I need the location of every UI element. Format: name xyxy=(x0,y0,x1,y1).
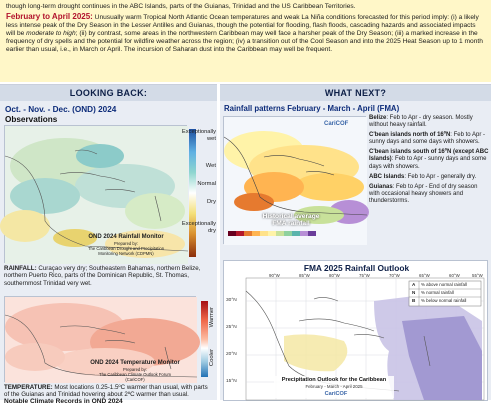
note-belize xyxy=(369,115,489,129)
outlook-summary xyxy=(6,13,485,54)
lon-55w: 55°W xyxy=(472,273,483,278)
lon-60w: 60°W xyxy=(449,273,460,278)
note-south-16 xyxy=(369,149,489,170)
fma-map-caption xyxy=(256,213,326,228)
outlook-logo: CariCOF xyxy=(324,391,348,397)
fma-map-caption-1: Historical average xyxy=(262,213,320,220)
lat-25n: 25°N xyxy=(226,325,237,330)
fma-patterns-title: Rainfall patterns February - March - April (FMA) xyxy=(224,104,400,113)
legend-wet: Wet xyxy=(205,163,216,169)
what-next-banner: WHAT NEXT? xyxy=(220,85,491,101)
looking-back-banner: LOOKING BACK: xyxy=(0,85,217,101)
rainfall-summary-text: Curaçao very dry; Southeastern Bahamas, northern Belize, northern Puerto Rico, parts of the Dominican Republic, St. Thomas, southernmost Trinidad very wet. xyxy=(4,265,201,287)
outlook-summary-text-2: ; (ii) by contrast, some areas in the northwestern Caribbean may well face a harsher peak of the Dry Season; (iii) a marked increase in the frequency of dry spells and the potential for wildfire weather across the region; (iv) a transition out of the Cool Season and into the 2025 Heat Season up to 1 month earlier than usual, i.e., in March or April. The incursion of Saharan dust into the Caribbean may well be frequent. xyxy=(6,30,483,54)
fma-climatology-map xyxy=(223,116,366,244)
note-south-16-name: C'bean islands south of 16ºN (except ABC Islands) xyxy=(369,149,489,163)
lat-20n: 20°N xyxy=(226,352,237,357)
outlook-legend-b-code: B xyxy=(412,298,416,303)
fma-2025-outlook-map xyxy=(223,260,488,401)
temperature-map-caption-title: OND 2024 Temperature Monitor xyxy=(90,360,180,366)
outlook-inner-subtitle: February - March - April 2025 xyxy=(305,384,363,389)
lon-90w: 90°W xyxy=(269,273,280,278)
lon-85w: 85°W xyxy=(299,273,310,278)
lon-80w: 80°W xyxy=(329,273,340,278)
fma-map-logo: CariCOF xyxy=(324,121,349,127)
note-abc-text: : Feb to Apr - generally dry. xyxy=(404,173,477,180)
rainfall-legend-bar xyxy=(189,129,196,257)
outlook-title: FMA 2025 Rainfall Outlook xyxy=(303,263,410,273)
legend-cooler: Cooler xyxy=(209,349,215,367)
regional-notes xyxy=(369,115,489,208)
summary-band xyxy=(0,0,491,82)
note-north-16-name: C'bean islands north of 16ºN xyxy=(369,132,451,139)
rainfall-summary-label: RAINFALL: xyxy=(4,265,37,272)
legend-exc-wet: Exceptionally wet xyxy=(181,129,216,142)
note-abc-name: ABC Islands xyxy=(369,173,405,180)
lat-30n: 30°N xyxy=(226,298,237,303)
summary-intro: though long-term drought continues in the ABC Islands, parts of the Guianas, Trinidad and the US Caribbean Territories. xyxy=(6,3,356,10)
legend-exc-dry: Exceptionally dry xyxy=(181,221,216,234)
temperature-summary xyxy=(4,384,213,399)
rainfall-map-caption xyxy=(71,234,181,240)
note-guianas-text: : Feb to Apr - End of dry season with occasional heavy showers and thunderstorms. xyxy=(369,183,478,204)
note-abc xyxy=(369,174,489,181)
outlook-legend-n-code: N xyxy=(412,290,416,295)
note-belize-text: : Feb to Apr - dry season. Mostly without heavy rainfall. xyxy=(369,115,473,129)
outlook-inner-title: Precipitation Outlook for the Caribbean xyxy=(281,377,387,383)
note-belize-name: Belize xyxy=(369,115,387,121)
lat-15n: 15°N xyxy=(226,379,237,384)
legend-warmer: Warmer xyxy=(209,307,215,328)
rainfall-map-caption-title: OND 2024 Rainfall Monitor xyxy=(88,234,164,240)
outlook-legend-a-code: A xyxy=(412,282,416,287)
temperature-summary-text: Most locations 0.25-1.5ºC warmer than usual, with parts of the Guianas and Trinidad hovering about 2ºC warmer than usual. xyxy=(4,384,208,399)
note-north-16 xyxy=(369,132,489,146)
lon-65w: 65°W xyxy=(419,273,430,278)
note-guianas-name: Guianas xyxy=(369,183,393,190)
temperature-summary-label: TEMPERATURE: xyxy=(4,384,53,391)
what-next-panel xyxy=(220,84,491,400)
fma-map-caption-2: FMA rainfall xyxy=(272,220,310,228)
outlook-summary-title: February to April 2025: xyxy=(6,12,93,22)
outlook-legend-a-label: % above normal rainfall xyxy=(421,282,467,287)
rainfall-monitor-map xyxy=(4,125,187,263)
note-north-16-text: : Feb to Apr - sunny days and some days with showers. xyxy=(369,132,485,146)
legend-normal: Normal xyxy=(197,181,216,187)
temperature-map-credit: Prepared by: The Caribbean Climate Outlook Forum (CariCOF) xyxy=(99,367,171,382)
note-guianas xyxy=(369,184,489,205)
temperature-map-caption xyxy=(75,360,195,366)
looking-back-panel xyxy=(0,84,217,405)
rainfall-map-credit: Prepared by: The Caribbean Drought and Precipitation Monitoring Network (CDPMN) xyxy=(87,241,165,256)
notable-records-heading: Notable Climate Records in OND 2024 xyxy=(4,398,123,405)
note-south-16-text: : Feb to Apr - sunny days and some days with showers. xyxy=(369,156,487,170)
outlook-summary-text-1: Unusually warm Tropical North Atlantic Ocean temperatures and weak La Niña conditions forecasted for this period imply: (i) a likely less intense peak of the Dry Season in the Lesser Antilles and Guianas, though the potential for flooding, flash floods, cascading hazards and associated impacts will be xyxy=(6,14,479,38)
outlook-summary-italic: moderate to high xyxy=(26,30,76,38)
rainfall-summary xyxy=(4,265,213,287)
period-title: Oct. - Nov. - Dec. (OND) 2024 xyxy=(5,105,117,114)
outlook-legend-b-label: % below normal rainfall xyxy=(421,298,467,303)
observations-title: Observations xyxy=(5,115,58,124)
temperature-legend-bar xyxy=(201,301,208,377)
outlook-legend-n-label: % normal rainfall xyxy=(421,290,454,295)
lon-75w: 75°W xyxy=(359,273,370,278)
legend-dry: Dry xyxy=(206,199,216,205)
lon-70w: 70°W xyxy=(389,273,400,278)
temperature-monitor-map xyxy=(4,296,196,382)
